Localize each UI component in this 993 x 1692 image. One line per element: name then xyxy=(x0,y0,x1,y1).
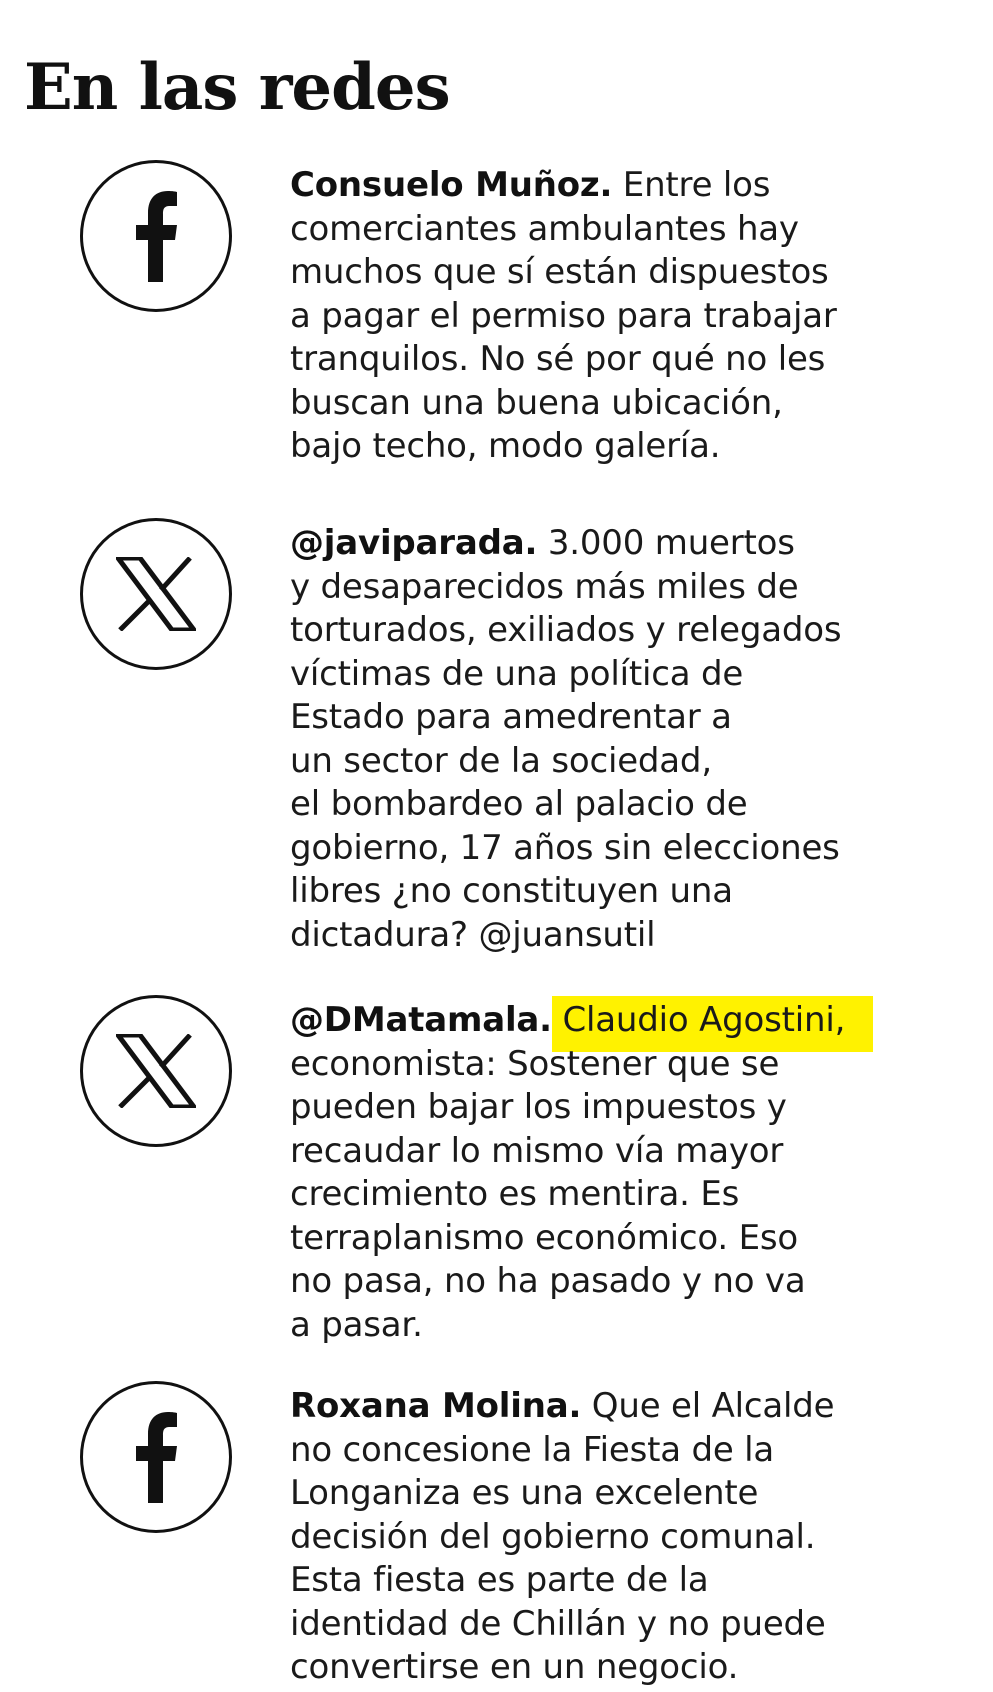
post-text xyxy=(290,522,990,957)
post-first-line xyxy=(290,999,990,1043)
post-line: Esta fiesta es parte de la xyxy=(290,1560,709,1600)
post-text xyxy=(290,164,990,469)
post-line: buscan una buena ubicación, xyxy=(290,382,783,423)
post-line: y desaparecidos más miles de xyxy=(290,566,799,607)
facebook-icon xyxy=(80,1381,232,1533)
post-line: pueden bajar los impuestos y xyxy=(290,1087,787,1127)
x-logo-icon xyxy=(80,518,232,670)
post-line: bajo techo, modo galería. xyxy=(290,426,721,466)
post-line: a pagar el permiso para trabajar xyxy=(290,295,837,336)
post-line: un sector de la sociedad, xyxy=(290,740,712,781)
post-line: Que el Alcalde xyxy=(581,1386,835,1426)
post-author: @javiparada. xyxy=(290,523,538,563)
post-line: recaudar lo mismo vía mayor xyxy=(290,1130,784,1171)
post-line: no pasa, no ha pasado y no va xyxy=(290,1261,806,1301)
post-line: no concesione la Fiesta de la xyxy=(290,1429,775,1470)
post-line: muchos que sí están dispuestos xyxy=(290,252,829,292)
post-line: dictadura? @juansutil xyxy=(290,914,656,955)
page-title: En las redes xyxy=(24,50,450,125)
post-text xyxy=(290,999,990,1347)
post-line: comerciantes ambulantes hay xyxy=(290,208,799,249)
post-line: tranquilos. No sé por qué no les xyxy=(290,339,826,379)
post-line: decisión del gobierno comunal. xyxy=(290,1516,816,1557)
post-line: terraplanismo económico. Eso xyxy=(290,1217,798,1258)
post-line: identidad de Chillán y no puede xyxy=(290,1603,826,1644)
post-text xyxy=(290,1385,990,1690)
facebook-icon xyxy=(80,160,232,312)
post-line: a pasar. xyxy=(290,1304,423,1345)
post-author: @DMatamala. xyxy=(290,1000,552,1040)
post-line: 3.000 muertos xyxy=(537,523,795,563)
post-line: el bombardeo al palacio de xyxy=(290,784,748,824)
x-logo-icon xyxy=(80,995,232,1147)
post-line: crecimiento es mentira. Es xyxy=(290,1174,740,1214)
post-line: Estado para amedrentar a xyxy=(290,697,732,737)
post-first-line xyxy=(290,164,990,208)
post-line: víctimas de una política de xyxy=(290,653,744,694)
post-line: torturados, exiliados y relegados xyxy=(290,610,842,650)
post-line: Longaniza es una excelente xyxy=(290,1473,759,1513)
post-line: Entre los xyxy=(612,165,771,205)
post-author: Roxana Molina. xyxy=(290,1386,582,1426)
highlighted-text: Claudio Agostini, xyxy=(552,996,873,1052)
post-line: convertirse en un negocio. xyxy=(290,1647,739,1687)
post-author: Consuelo Muñoz. xyxy=(290,165,613,205)
post-line: libres ¿no constituyen una xyxy=(290,871,733,911)
post-first-line xyxy=(290,522,990,566)
post-line: economista: Sostener que se xyxy=(290,1043,780,1084)
post-first-line xyxy=(290,1385,990,1429)
post-line: gobierno, 17 años sin elecciones xyxy=(290,827,840,868)
